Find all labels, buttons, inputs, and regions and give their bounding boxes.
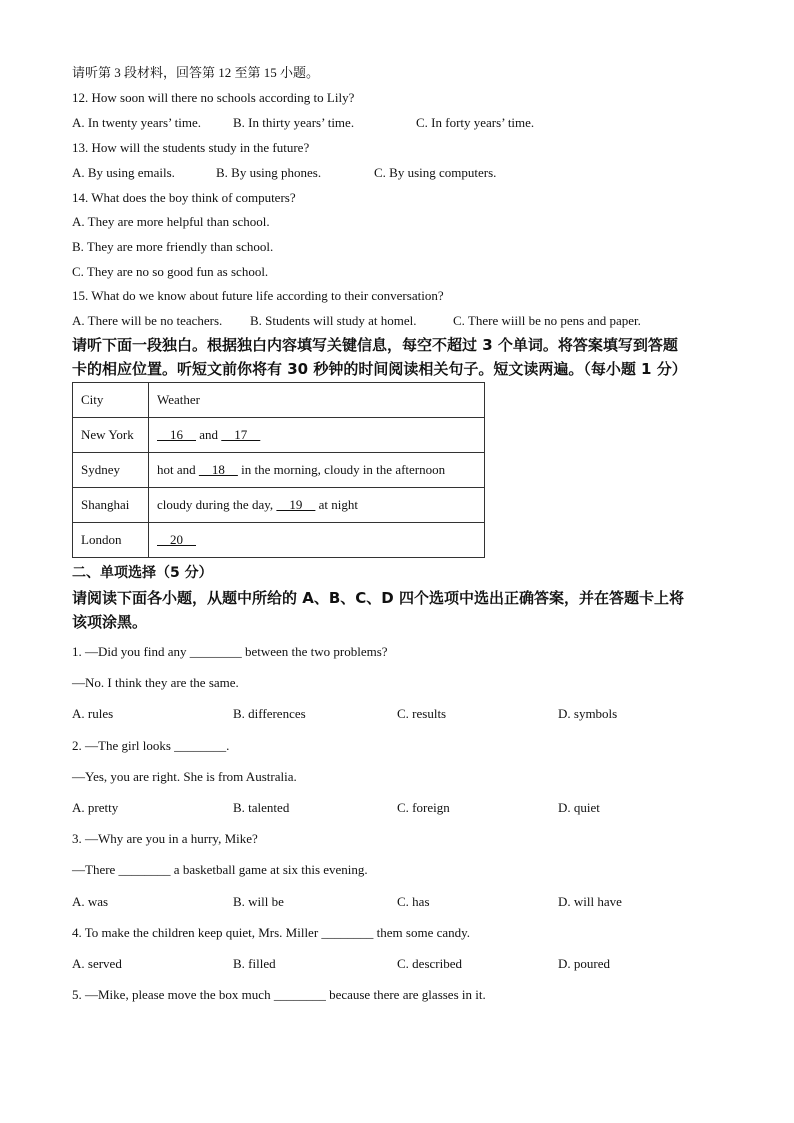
q2-option-d: D. quiet xyxy=(558,800,600,815)
q1-line2: —No. I think they are the same. xyxy=(72,675,239,690)
q4-option-d: D. poured xyxy=(558,956,610,971)
blank-17: 17 xyxy=(221,427,261,442)
q2-option-b: B. talented xyxy=(233,800,290,815)
table-row xyxy=(73,488,485,523)
blank-20: 20 xyxy=(157,532,196,547)
q2-option-c: C. foreign xyxy=(397,800,450,815)
q3-option-d: D. will have xyxy=(558,894,622,909)
blank-18: 18 xyxy=(198,462,238,477)
q1-option-c: C. results xyxy=(397,706,447,721)
city-cell: London xyxy=(73,523,149,558)
q1-line1: 1. —Did you find any ________ between the two problems? xyxy=(72,644,388,659)
weather-cell: 16 and 17 xyxy=(149,418,485,453)
table-row xyxy=(73,418,485,453)
q1-option-d: D. symbols xyxy=(558,706,618,721)
section2-instructions-1: 请阅读下面各小题，从题中所给的 A、B、C、D 四个选项中选出正确答案，并在答题卡上将 xyxy=(72,589,684,607)
section2-instructions-2: 该项涂黑。 xyxy=(72,613,148,631)
q13-option-b: B. By using phones. xyxy=(216,165,322,180)
listening-intro: 请听第 3 段材料，回答第 12 至第 15 小题。 xyxy=(72,65,320,80)
q12-option-b: B. In thirty years’ time. xyxy=(233,115,355,130)
q2-line1: 2. —The girl looks ________. xyxy=(72,738,230,753)
weather-cell xyxy=(149,523,485,558)
table-header-row xyxy=(73,383,485,418)
q4-line1: 4. To make the children keep quiet, Mrs. Miller ________ them some candy. xyxy=(72,925,471,940)
q5-line1: 5. —Mike, please move the box much ________ because there are glasses in it. xyxy=(72,987,486,1002)
monologue-instructions-2: 卡的相应位置。听短文前你将有 30 秒钟的时间阅读相关句子。短文读两遍。（每小题 1 分） xyxy=(72,360,687,378)
q15-option-c: C. There wiill be no pens and paper. xyxy=(453,313,641,328)
q15-option-b: B. Students will study at homel. xyxy=(250,313,417,328)
table-row xyxy=(73,523,485,558)
q13-stem: 13. How will the students study in the future? xyxy=(72,140,310,155)
q15-stem: 15. What do we know about future life according to their conversation? xyxy=(72,288,444,303)
q14-option-a: A. They are more helpful than school. xyxy=(72,214,270,229)
q14-stem: 14. What does the boy think of computers? xyxy=(72,190,296,205)
q13-option-a: A. By using emails. xyxy=(72,165,175,180)
header-city: City xyxy=(73,383,149,418)
q12-option-a: A. In twenty years’ time. xyxy=(72,115,201,130)
q4-option-b: B. filled xyxy=(233,956,276,971)
q4-option-a: A. served xyxy=(72,956,122,971)
q2-line2: —Yes, you are right. She is from Australia. xyxy=(72,769,297,784)
q12-stem: 12. How soon will there no schools according to Lily? xyxy=(72,90,355,105)
q2-option-a: A. pretty xyxy=(72,800,119,815)
q4-option-c: C. described xyxy=(397,956,462,971)
q3-line2: —There ________ a basketball game at six this evening. xyxy=(72,862,368,877)
city-cell: Shanghai xyxy=(73,488,149,523)
q3-option-a: A. was xyxy=(72,894,109,909)
q1-option-b: B. differences xyxy=(233,706,306,721)
weather-cell: cloudy during the day, 19 at night xyxy=(149,488,485,523)
q1-option-a: A. rules xyxy=(72,706,114,721)
q3-line1: 3. —Why are you in a hurry, Mike? xyxy=(72,831,258,846)
blank-19: 19 xyxy=(276,497,316,512)
header-weather: Weather xyxy=(149,383,485,418)
city-cell: Sydney xyxy=(73,453,149,488)
q12-option-c: C. In forty years’ time. xyxy=(416,115,535,130)
table-row xyxy=(73,453,485,488)
q3-option-c: C. has xyxy=(397,894,430,909)
q3-option-b: B. will be xyxy=(233,894,284,909)
monologue-instructions-1: 请听下面一段独白。根据独白内容填写关键信息，每空不超过 3 个单词。将答案填写到答题 xyxy=(72,336,678,354)
q13-option-c: C. By using computers. xyxy=(374,165,497,180)
q15-option-a: A. There will be no teachers. xyxy=(72,313,223,328)
weather-table xyxy=(72,382,485,558)
city-cell: New York xyxy=(73,418,149,453)
section2-title: 二、单项选择（5 分） xyxy=(72,565,213,581)
q14-option-b: B. They are more friendly than school. xyxy=(72,239,274,254)
q14-option-c: C. They are no so good fun as school. xyxy=(72,264,269,279)
weather-cell: hot and 18 in the morning, cloudy in the afternoon xyxy=(149,453,485,488)
blank-16: 16 xyxy=(157,427,196,442)
